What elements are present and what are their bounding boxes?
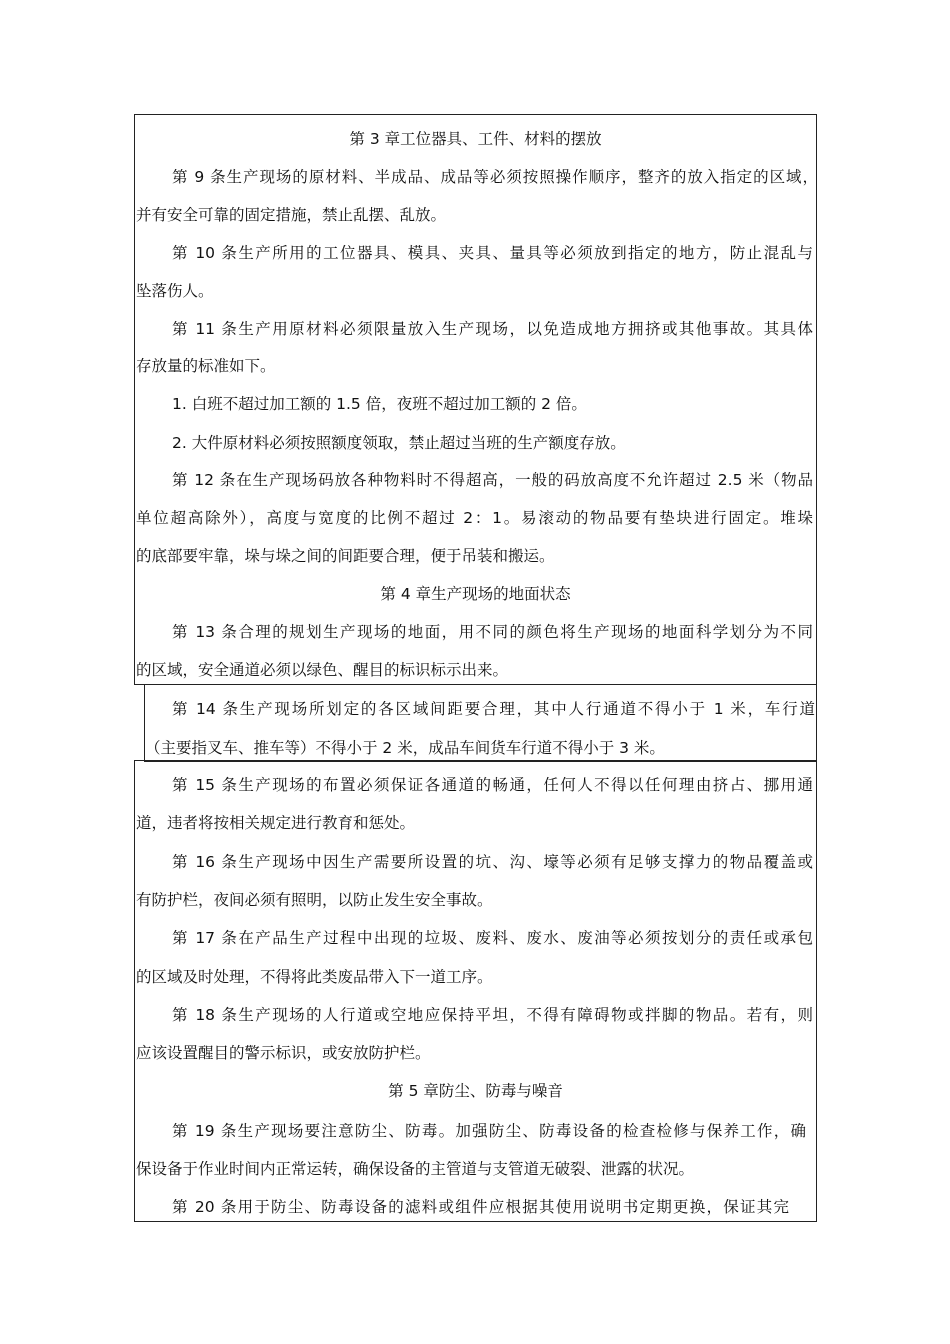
article-10-line-2: 坠落伤人。 [136,282,214,300]
article-20-line-1: 第 20 条用于防尘、防毒设备的滤料或组件应根据其使用说明书定期更换，保证其完 [172,1198,789,1216]
article-19-line-1: 第 19 条生产现场要注意防尘、防毒。加强防尘、防毒设备的检查检修与保养工作，确 [172,1122,806,1140]
article-19-line-2: 保设备于作业时间内正常运转，确保设备的主管道与支管道无破裂、泄露的状况。 [136,1160,695,1178]
article-16-line-2: 有防护栏，夜间必须有照明，以防止发生安全事故。 [136,891,493,909]
list-item-2: 2. 大件原材料必须按照额度领取，禁止超过当班的生产额度存放。 [172,434,626,452]
article-14-line-1: 第 14 条生产现场所划定的各区域间距要合理，其中人行通道不得小于 1 米，车行道 [172,700,815,718]
article-17-line-1: 第 17 条在产品生产过程中出现的垃圾、废料、废水、废油等必须按划分的责任或承包 [172,929,813,947]
article-14-line-2: （主要指叉车、推车等）不得小于 2 米，成品车间货车行道不得小于 3 米。 [145,739,665,757]
chapter-4-heading: 第 4 章生产现场的地面状态 [380,585,571,603]
article-13-line-2: 的区域，安全通道必须以绿色、醒目的标识标示出来。 [136,661,509,679]
article-13-line-1: 第 13 条合理的规划生产现场的地面，用不同的颜色将生产现场的地面科学划分为不同 [172,623,813,641]
chapter-5-heading: 第 5 章防尘、防毒与噪音 [388,1082,563,1100]
article-9-line-2: 并有安全可靠的固定措施，禁止乱摆、乱放。 [136,206,447,224]
list-item-1: 1. 白班不超过加工额的 1.5 倍，夜班不超过加工额的 2 倍。 [172,395,587,413]
article-15-line-1: 第 15 条生产现场的布置必须保证各通道的畅通，任何人不得以任何理由挤占、挪用通 [172,776,813,794]
article-16-line-1: 第 16 条生产现场中因生产需要所设置的坑、沟、壕等必须有足够支撑力的物品覆盖或 [172,853,813,871]
article-10-line-1: 第 10 条生产所用的工位器具、模具、夹具、量具等必须放到指定的地方，防止混乱与 [172,244,813,262]
article-11-line-1: 第 11 条生产用原材料必须限量放入生产现场，以免造成地方拥挤或其他事故。其具体 [172,320,813,338]
article-18-line-1: 第 18 条生产现场的人行道或空地应保持平坦，不得有障碍物或拌脚的物品。若有，则 [172,1006,813,1024]
article-17-line-2: 的区域及时处理，不得将此类废品带入下一道工序。 [136,968,493,986]
article-18-line-2: 应该设置醒目的警示标识，或安放防护栏。 [136,1044,431,1062]
article-15-line-2: 道，违者将按相关规定进行教育和惩处。 [136,814,416,832]
article-9-line-1: 第 9 条生产现场的原材料、半成品、成品等必须按照操作顺序，整齐的放入指定的区域， [172,168,818,186]
article-11-line-2: 存放量的标准如下。 [136,357,276,375]
article-12-line-1: 第 12 条在生产现场码放各种物料时不得超高，一般的码放高度不允许超过 2.5 米（物品 [172,471,813,489]
chapter-3-heading: 第 3 章工位器具、工件、材料的摆放 [349,130,602,148]
article-12-line-2: 单位超高除外），高度与宽度的比例不超过 2：1。易滚动的物品要有垫块进行固定。堆垛 [136,509,813,527]
article-12-line-3: 的底部要牢靠，垛与垛之间的间距要合理，便于吊装和搬运。 [136,547,555,565]
